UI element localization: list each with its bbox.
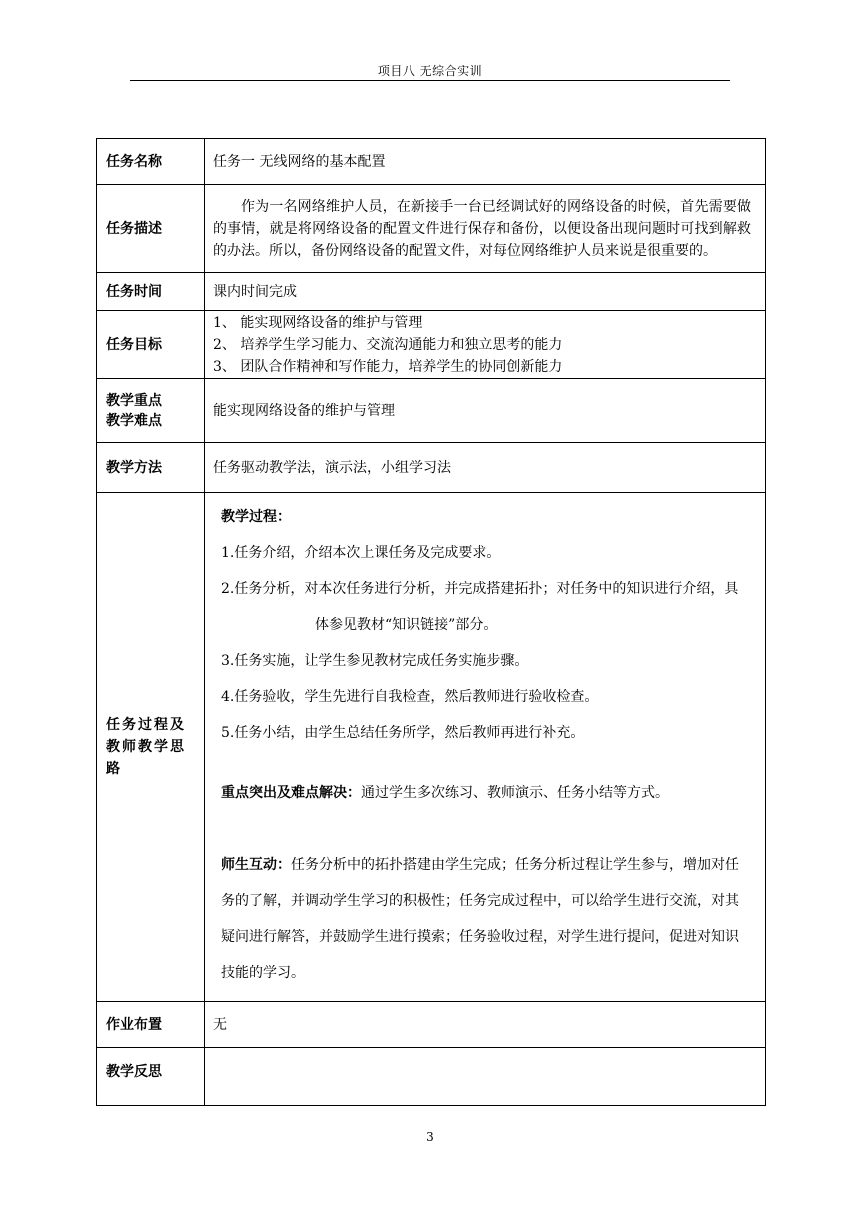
header-rule [130, 80, 730, 81]
lesson-plan-table [96, 138, 766, 1106]
table-row-method [97, 443, 766, 493]
table-row-homework [97, 1002, 766, 1048]
value-task-goal-cell [205, 311, 766, 379]
key-solution-text: 通过学生多次练习、教师演示、任务小结等方式。 [361, 785, 669, 801]
value-reflection [205, 1048, 766, 1106]
goal-item: 1、 能实现网络设备的维护与管理 [213, 314, 423, 331]
label-task-time: 任务时间 [97, 273, 205, 311]
table-row-key-points [97, 379, 766, 443]
value-task-desc: 作为一名网络维护人员，在新接手一台已经调试好的网络设备的时候，首先需要做的事情，就是将网络设备的配置文件进行保存和备份，以便设备出现问题时可找到解救的办法。所以，备份网络设备的配置文件，对每位网络维护人员来说是很重要的。 [213, 198, 751, 259]
value-homework: 无 [205, 1002, 766, 1048]
table-row-task-time [97, 273, 766, 311]
label-homework: 作业布置 [97, 1002, 205, 1048]
page-header-title: 项目八 无综合实训 [377, 64, 483, 78]
process-step: 2.任务分析，对本次任务进行分析，并完成搭建拓扑；对任务中的知识进行介绍，具 [221, 581, 739, 597]
table-row-process [97, 493, 766, 1002]
label-key-point: 教学重点 [106, 392, 162, 409]
value-key-points: 能实现网络设备的维护与管理 [205, 379, 766, 443]
table-row-reflection [97, 1048, 766, 1106]
label-task-name: 任务名称 [97, 139, 205, 185]
goal-item: 3、 团队合作精神和写作能力，培养学生的协同创新能力 [213, 358, 563, 375]
table-row-task-goal [97, 311, 766, 379]
value-task-time: 课内时间完成 [205, 273, 766, 311]
value-process-cell [205, 493, 766, 1002]
label-task-goal: 任务目标 [97, 311, 205, 379]
table-row-task-name [97, 139, 766, 185]
process-step: 体参见教材“知识链接”部分。 [315, 617, 498, 633]
process-step: 3.任务实施，让学生参见教材完成任务实施步骤。 [221, 653, 529, 669]
interaction-paragraph [221, 847, 751, 991]
page-number: 3 [426, 1130, 434, 1144]
interaction-text: 任务分析中的拓扑搭建由学生完成；任务分析过程让学生参与，增加对任务的了解，并调动学生学习的积极性；任务完成过程中，可以给学生进行交流，对其疑问进行解答，并鼓励学生进行摸索；任务验收过程，对学生进行提问，促进对知识技能的学习。 [221, 857, 739, 981]
process-step: 4.任务验收，学生先进行自我检查，然后教师进行验收检查。 [221, 689, 599, 705]
process-heading: 教学过程： [221, 509, 291, 525]
label-task-desc: 任务描述 [97, 185, 205, 273]
label-difficult-point: 教学难点 [106, 412, 162, 429]
process-step: 5.任务小结，由学生总结任务所学，然后教师再进行补充。 [221, 725, 585, 741]
key-solution-lead: 重点突出及难点解决： [221, 785, 361, 801]
interaction-lead: 师生互动： [221, 857, 291, 873]
goal-item: 2、 培养学生学习能力、交流沟通能力和独立思考的能力 [213, 336, 563, 353]
process-step: 1.任务介绍，介绍本次上课任务及完成要求。 [221, 545, 501, 561]
label-reflection: 教学反思 [97, 1048, 205, 1106]
table-row-task-desc [97, 185, 766, 273]
label-method: 教学方法 [97, 443, 205, 493]
value-task-desc-cell [205, 185, 766, 273]
label-process: 任务过程及教师教学思路 [97, 493, 205, 1002]
value-method: 任务驱动教学法，演示法，小组学习法 [205, 443, 766, 493]
key-solution-paragraph [221, 775, 751, 811]
label-key-points-cell [97, 379, 205, 443]
value-task-name: 任务一 无线网络的基本配置 [205, 139, 766, 185]
